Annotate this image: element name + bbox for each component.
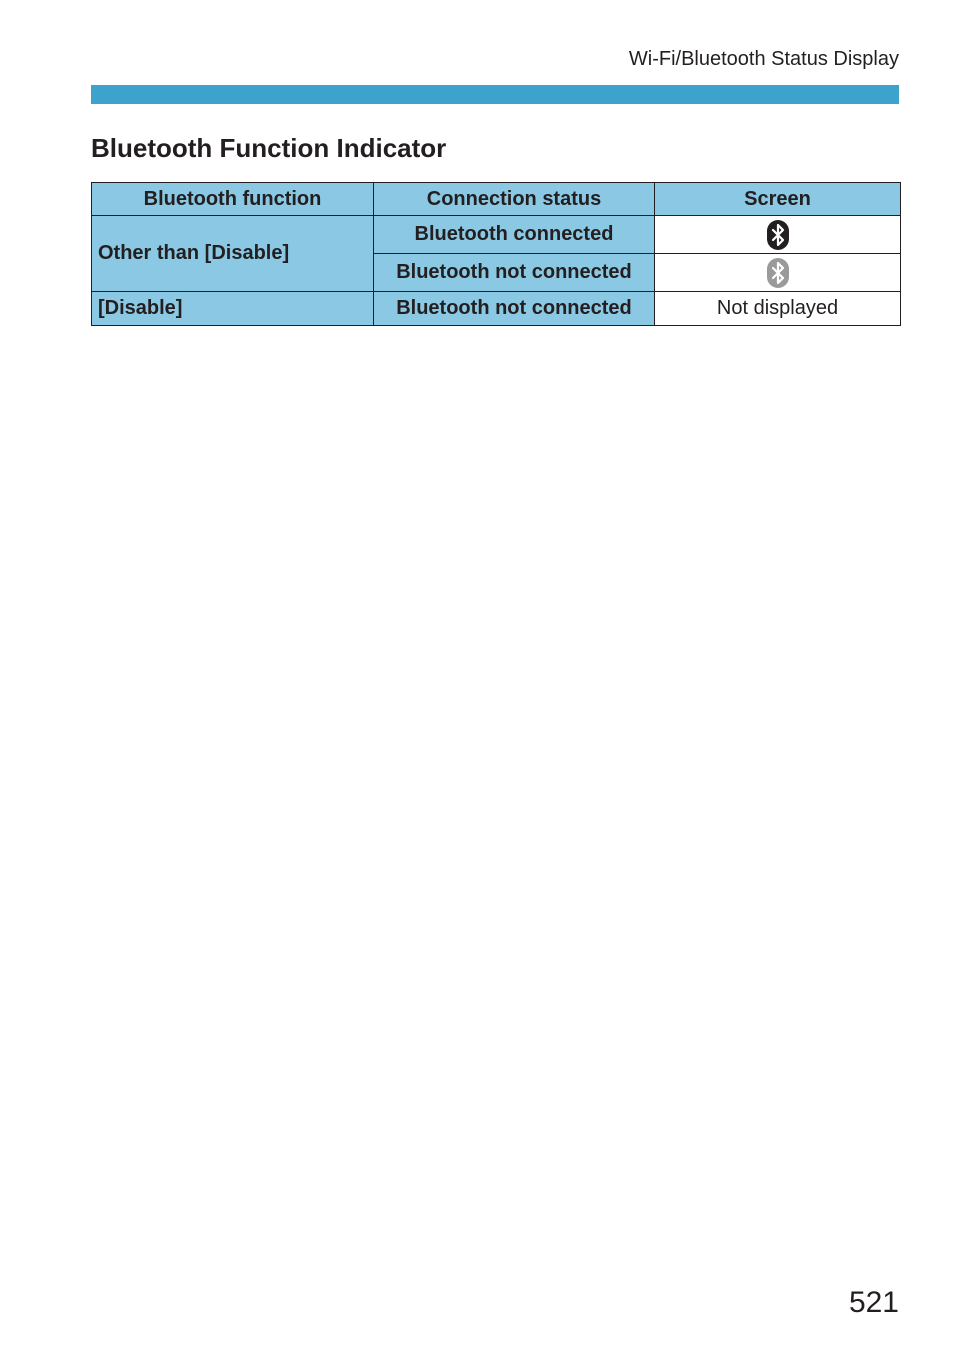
header-bar <box>91 85 899 104</box>
indicator-table <box>91 182 901 326</box>
function-cell: Other than [Disable] <box>92 216 374 292</box>
screen-cell <box>655 216 901 254</box>
status-cell: Bluetooth connected <box>374 216 655 254</box>
screen-cell <box>655 254 901 292</box>
table-row <box>92 292 901 326</box>
bluetooth-not-connected-icon <box>767 258 789 288</box>
page-number: 521 <box>848 1286 899 1319</box>
column-header: Connection status <box>374 183 655 216</box>
column-header: Bluetooth function <box>92 183 374 216</box>
function-cell: [Disable] <box>92 292 374 326</box>
table-header-row <box>92 183 901 216</box>
section-title: Bluetooth Function Indicator <box>91 133 447 163</box>
screen-cell: Not displayed <box>655 292 901 326</box>
page-header-title: Wi-Fi/Bluetooth Status Display <box>628 48 899 70</box>
column-header: Screen <box>655 183 901 216</box>
status-cell: Bluetooth not connected <box>374 254 655 292</box>
bluetooth-connected-icon <box>767 220 789 250</box>
table-row <box>92 216 901 254</box>
status-cell: Bluetooth not connected <box>374 292 655 326</box>
